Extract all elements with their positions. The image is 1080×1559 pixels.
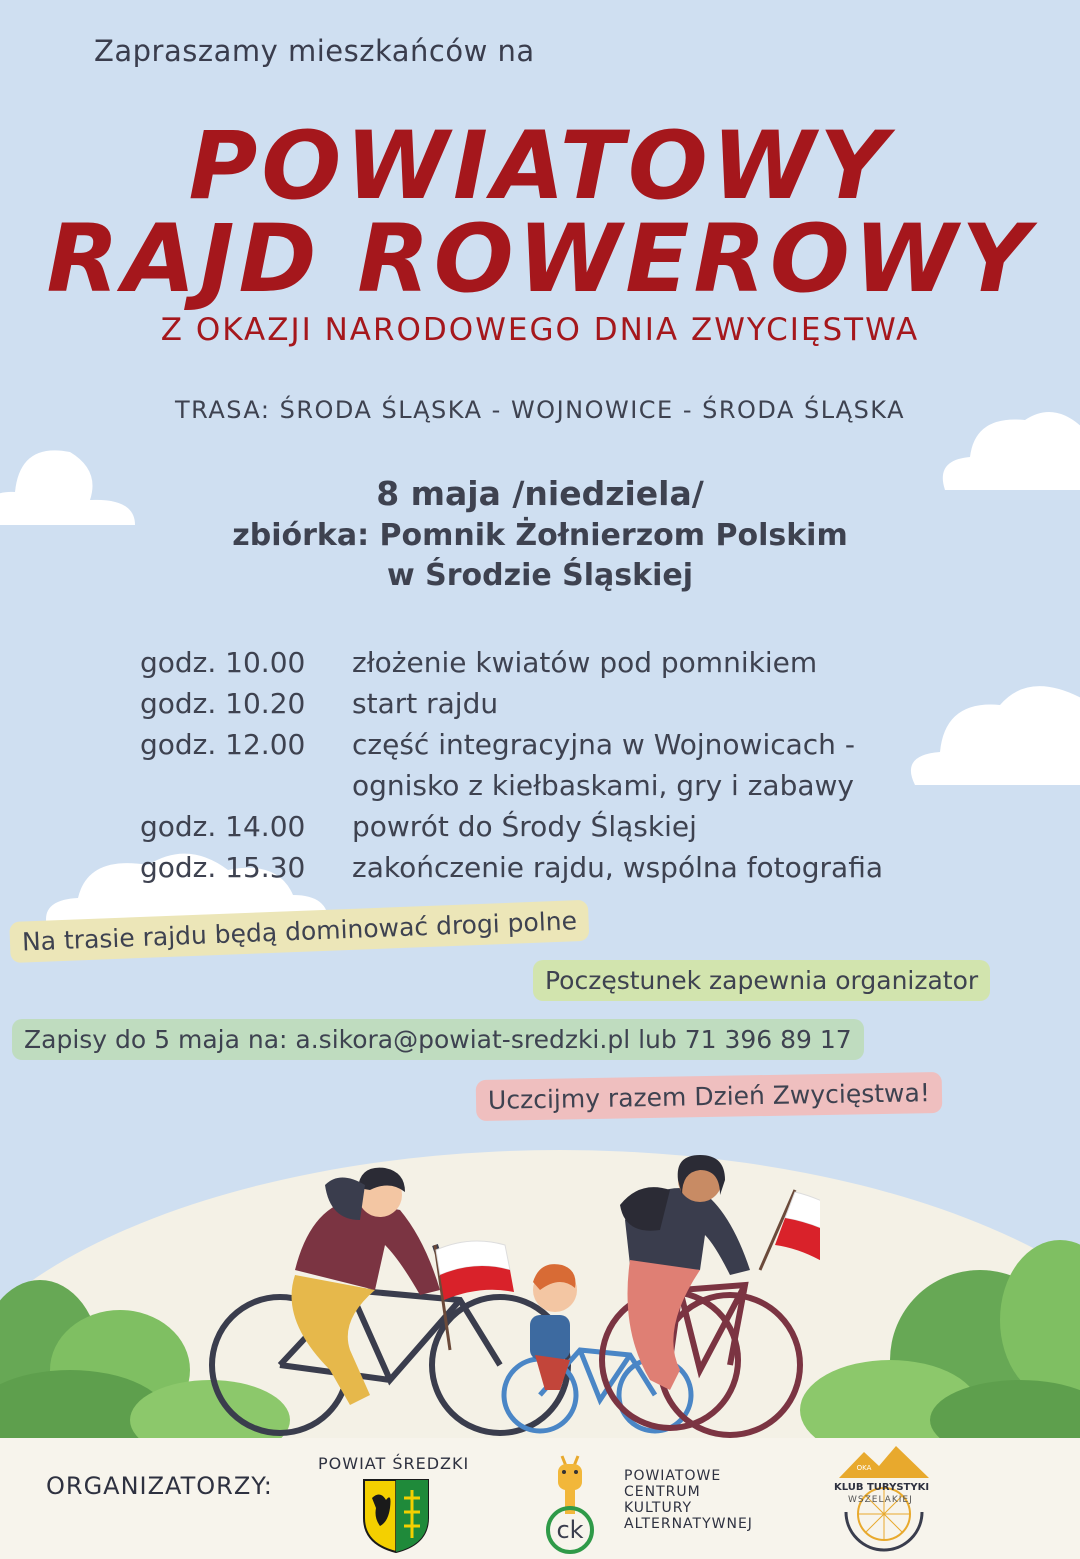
schedule-desc: ognisko z kiełbaskami, gry i zabawy (352, 769, 854, 802)
schedule-time: godz. 10.00 (140, 646, 306, 679)
giraffe-logo-icon (540, 1450, 620, 1555)
schedule-desc: powrót do Środy Śląskiej (352, 810, 697, 843)
schedule-time: godz. 14.00 (140, 810, 306, 843)
cyclists-illustration (200, 1150, 820, 1440)
organizers-label: ORGANIZATORZY: (46, 1472, 273, 1500)
title-line-2: RAJD ROWEROWY (46, 205, 1034, 314)
title-line-1: POWIATOWY (188, 112, 892, 221)
polish-flag-icon (760, 1190, 820, 1280)
org-pckl-line: KULTURY (624, 1500, 693, 1516)
org-pckl-line: POWIATOWE (624, 1468, 722, 1484)
schedule-desc: start rajdu (352, 687, 499, 720)
note-roads: Na trasie rajdu będą dominować drogi polne (9, 900, 589, 963)
event-date: 8 maja /niedziela/ (376, 474, 704, 513)
coat-of-arms-icon (362, 1478, 430, 1554)
gathering-place-line-2: w Środzie Śląskiej (386, 558, 694, 593)
schedule-time: godz. 15.30 (140, 851, 306, 884)
schedule-row (0, 810, 1080, 850)
org-pckl-line: ALTERNATYWNEJ (624, 1516, 753, 1532)
org-klub-line-1: KLUB TURYSTYKI (834, 1482, 930, 1493)
gathering-place-line-1: zbiórka: Pomnik Żołnierzom Polskim (232, 518, 848, 553)
bicycle-icon (212, 1245, 568, 1433)
schedule-row (0, 646, 1080, 686)
mountain-badge-text: OKA (856, 1464, 872, 1472)
schedule-desc: część integracyjna w Wojnowicach - (352, 728, 855, 761)
schedule-row (0, 687, 1080, 727)
note-signup: Zapisy do 5 maja na: a.sikora@powiat-sredzki.pl lub 71 396 89 17 (12, 1019, 864, 1060)
org-powiat-name: POWIAT ŚREDZKI (318, 1454, 470, 1473)
schedule-row (0, 851, 1080, 891)
org-klub-line-2: WSZELAKIEJ (848, 1495, 913, 1505)
schedule-time: godz. 10.20 (140, 687, 306, 720)
route: TRASA: ŚRODA ŚLĄSKA - WOJNOWICE - ŚRODA ŚLĄSKA (174, 396, 906, 424)
intro-text: Zapraszamy mieszkańców na (94, 34, 535, 68)
note-closing: Uczcijmy razem Dzień Zwycięstwa! (476, 1072, 943, 1121)
schedule-row (0, 769, 1080, 809)
schedule-desc: złożenie kwiatów pod pomnikiem (352, 646, 818, 679)
giraffe-logo-text: ck (556, 1516, 584, 1544)
schedule-time: godz. 12.00 (140, 728, 306, 761)
subtitle: Z OKAZJI NARODOWEGO DNIA ZWYCIĘSTWA (160, 312, 920, 348)
schedule-desc: zakończenie rajdu, wspólna fotografia (352, 851, 884, 884)
schedule-row (0, 728, 1080, 768)
note-catering: Poczęstunek zapewnia organizator (533, 960, 990, 1001)
org-pckl-line: CENTRUM (624, 1484, 701, 1500)
